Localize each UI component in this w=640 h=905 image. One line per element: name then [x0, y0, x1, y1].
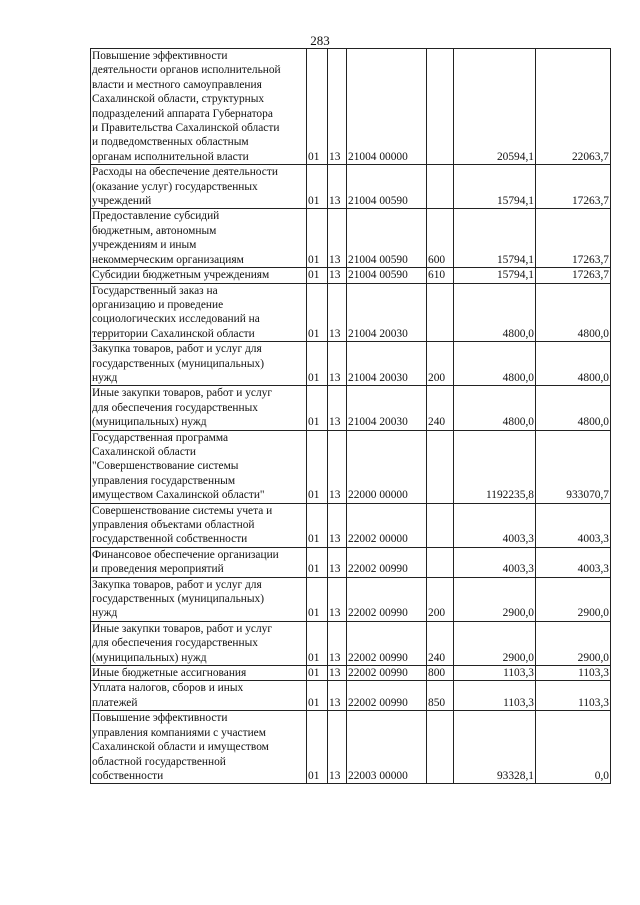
amount-year2-cell: 17263,7 — [536, 165, 611, 209]
item-name-line: Государственный заказ на — [92, 284, 218, 297]
section-code-cell: 01 — [307, 342, 328, 386]
item-name-line: областной государственной — [92, 755, 226, 768]
target-article-cell: 21004 00590 — [347, 268, 427, 283]
amount-year1-cell: 15794,1 — [454, 268, 536, 283]
expense-type-cell: 800 — [427, 666, 454, 681]
section-code-cell: 01 — [307, 547, 328, 577]
budget-table — [90, 48, 611, 784]
item-name-line: некоммерческим организациям — [92, 253, 244, 266]
subsection-code-cell: 13 — [328, 283, 347, 342]
table-row — [91, 165, 611, 209]
expense-type-cell — [427, 283, 454, 342]
amount-year1-cell: 4800,0 — [454, 283, 536, 342]
subsection-code-cell: 13 — [328, 386, 347, 430]
item-name-line: для обеспечения государственных — [92, 637, 258, 650]
item-name-line: Иные закупки товаров, работ и услуг — [92, 622, 273, 635]
expense-type-cell: 240 — [427, 386, 454, 430]
amount-year1-cell: 4003,3 — [454, 547, 536, 577]
section-code-cell: 01 — [307, 386, 328, 430]
amount-year2-cell: 2900,0 — [536, 621, 611, 665]
target-article-cell: 22002 00990 — [347, 681, 427, 711]
subsection-code-cell: 13 — [328, 711, 347, 784]
item-name-line: собственности — [92, 769, 164, 782]
target-article-cell: 21004 20030 — [347, 342, 427, 386]
expense-type-cell — [427, 165, 454, 209]
expense-type-cell: 200 — [427, 342, 454, 386]
item-name-cell — [91, 49, 307, 165]
table-row — [91, 681, 611, 711]
item-name-cell — [91, 283, 307, 342]
subsection-code-cell: 13 — [328, 547, 347, 577]
subsection-code-cell: 13 — [328, 681, 347, 711]
item-name-line: территории Сахалинской области — [92, 327, 255, 340]
table-row — [91, 547, 611, 577]
item-name-cell — [91, 342, 307, 386]
subsection-code-cell: 13 — [328, 621, 347, 665]
section-code-cell: 01 — [307, 711, 328, 784]
item-name-line: Субсидии бюджетным учреждениям — [92, 269, 270, 282]
item-name-line: платежей — [92, 696, 138, 709]
amount-year1-cell: 4003,3 — [454, 503, 536, 547]
amount-year2-cell: 2900,0 — [536, 577, 611, 621]
amount-year1-cell: 15794,1 — [454, 209, 536, 268]
amount-year2-cell: 4003,3 — [536, 503, 611, 547]
target-article-cell: 22000 00000 — [347, 430, 427, 503]
expense-type-cell: 610 — [427, 268, 454, 283]
subsection-code-cell: 13 — [328, 268, 347, 283]
item-name-line: органам исполнительной власти — [92, 150, 249, 163]
table-row — [91, 666, 611, 681]
table-row — [91, 711, 611, 784]
table-row — [91, 283, 611, 342]
target-article-cell: 22002 00990 — [347, 577, 427, 621]
item-name-line: (муниципальных) нужд — [92, 651, 207, 664]
target-article-cell: 22003 00000 — [347, 711, 427, 784]
amount-year1-cell: 1103,3 — [454, 666, 536, 681]
amount-year1-cell: 20594,1 — [454, 49, 536, 165]
section-code-cell: 01 — [307, 621, 328, 665]
expense-type-cell — [427, 711, 454, 784]
target-article-cell: 21004 00590 — [347, 165, 427, 209]
amount-year2-cell: 1103,3 — [536, 681, 611, 711]
amount-year1-cell: 93328,1 — [454, 711, 536, 784]
item-name-line: и Правительства Сахалинской области — [92, 122, 280, 135]
item-name-cell — [91, 386, 307, 430]
subsection-code-cell: 13 — [328, 49, 347, 165]
item-name-line: социологических исследований на — [92, 313, 260, 326]
item-name-cell — [91, 430, 307, 503]
section-code-cell: 01 — [307, 268, 328, 283]
expense-type-cell: 200 — [427, 577, 454, 621]
item-name-line: управления компаниями с участием — [92, 726, 266, 739]
item-name-line: Повышение эффективности — [92, 50, 228, 62]
item-name-cell — [91, 209, 307, 268]
target-article-cell: 22002 00000 — [347, 503, 427, 547]
item-name-line: Финансовое обеспечение организации — [92, 548, 279, 561]
expense-type-cell: 240 — [427, 621, 454, 665]
item-name-line: государственных (муниципальных) — [92, 593, 265, 606]
item-name-cell — [91, 547, 307, 577]
amount-year2-cell: 0,0 — [536, 711, 611, 784]
section-code-cell: 01 — [307, 577, 328, 621]
item-name-line: управления государственным — [92, 474, 236, 487]
item-name-cell — [91, 681, 307, 711]
amount-year2-cell: 17263,7 — [536, 209, 611, 268]
expense-type-cell — [427, 49, 454, 165]
table-row — [91, 621, 611, 665]
subsection-code-cell: 13 — [328, 342, 347, 386]
item-name-line: Иные бюджетные ассигнования — [92, 667, 247, 680]
table-row — [91, 577, 611, 621]
amount-year2-cell: 4800,0 — [536, 283, 611, 342]
amount-year2-cell: 1103,3 — [536, 666, 611, 681]
section-code-cell: 01 — [307, 503, 328, 547]
item-name-cell — [91, 711, 307, 784]
section-code-cell: 01 — [307, 209, 328, 268]
subsection-code-cell: 13 — [328, 666, 347, 681]
page-number: 283 — [310, 33, 330, 48]
item-name-cell — [91, 268, 307, 283]
amount-year2-cell: 933070,7 — [536, 430, 611, 503]
table-row — [91, 386, 611, 430]
subsection-code-cell: 13 — [328, 577, 347, 621]
item-name-line: для обеспечения государственных — [92, 401, 258, 414]
item-name-line: имуществом Сахалинской области" — [92, 489, 265, 502]
item-name-cell — [91, 577, 307, 621]
item-name-line: нужд — [92, 607, 118, 620]
expense-type-cell — [427, 503, 454, 547]
amount-year1-cell: 2900,0 — [454, 577, 536, 621]
section-code-cell: 01 — [307, 49, 328, 165]
item-name-line: организацию и проведение — [92, 298, 224, 311]
amount-year1-cell: 4800,0 — [454, 342, 536, 386]
amount-year2-cell: 17263,7 — [536, 268, 611, 283]
target-article-cell: 21004 20030 — [347, 386, 427, 430]
amount-year1-cell: 4800,0 — [454, 386, 536, 430]
item-name-line: "Совершенствование системы — [92, 460, 239, 473]
section-code-cell: 01 — [307, 666, 328, 681]
target-article-cell: 22002 00990 — [347, 621, 427, 665]
item-name-line: деятельности органов исполнительной — [92, 64, 281, 77]
section-code-cell: 01 — [307, 165, 328, 209]
section-code-cell: 01 — [307, 681, 328, 711]
target-article-cell: 21004 20030 — [347, 283, 427, 342]
item-name-line: Сахалинской области — [92, 445, 196, 458]
expense-type-cell: 850 — [427, 681, 454, 711]
subsection-code-cell: 13 — [328, 430, 347, 503]
item-name-line: учреждениям и иным — [92, 239, 197, 252]
amount-year2-cell: 4800,0 — [536, 342, 611, 386]
subsection-code-cell: 13 — [328, 165, 347, 209]
item-name-line: подразделений аппарата Губернатора — [92, 107, 273, 120]
item-name-cell — [91, 621, 307, 665]
item-name-line: Сахалинской области и имуществом — [92, 741, 269, 754]
item-name-line: власти и местного самоуправления — [92, 78, 262, 91]
expense-type-cell — [427, 547, 454, 577]
item-name-line: государственной собственности — [92, 533, 248, 546]
item-name-cell — [91, 666, 307, 681]
table-row — [91, 268, 611, 283]
expense-type-cell: 600 — [427, 209, 454, 268]
item-name-line: нужд — [92, 371, 118, 384]
table-row — [91, 503, 611, 547]
item-name-line: Закупка товаров, работ и услуг для — [92, 578, 262, 591]
item-name-line: Совершенствование системы учета и — [92, 504, 273, 517]
table-row — [91, 49, 611, 165]
target-article-cell: 22002 00990 — [347, 666, 427, 681]
item-name-line: учреждений — [92, 195, 152, 208]
target-article-cell: 22002 00990 — [347, 547, 427, 577]
item-name-line: Расходы на обеспечение деятельности — [92, 166, 278, 179]
item-name-line: Уплата налогов, сборов и иных — [92, 682, 244, 695]
item-name-line: государственных (муниципальных) — [92, 357, 265, 370]
expense-type-cell — [427, 430, 454, 503]
item-name-line: и проведения мероприятий — [92, 563, 224, 576]
item-name-line: и подведомственных областным — [92, 136, 249, 149]
item-name-line: Закупка товаров, работ и услуг для — [92, 343, 262, 356]
amount-year1-cell: 2900,0 — [454, 621, 536, 665]
target-article-cell: 21004 00000 — [347, 49, 427, 165]
item-name-line: Государственная программа — [92, 431, 229, 444]
budget-table-body — [91, 49, 611, 784]
amount-year1-cell: 15794,1 — [454, 165, 536, 209]
section-code-cell: 01 — [307, 430, 328, 503]
subsection-code-cell: 13 — [328, 209, 347, 268]
item-name-line: Сахалинской области, структурных — [92, 93, 265, 106]
item-name-line: Иные закупки товаров, работ и услуг — [92, 387, 273, 400]
amount-year1-cell: 1103,3 — [454, 681, 536, 711]
subsection-code-cell: 13 — [328, 503, 347, 547]
item-name-line: Повышение эффективности — [92, 712, 228, 725]
table-row — [91, 430, 611, 503]
item-name-line: (муниципальных) нужд — [92, 416, 207, 429]
amount-year2-cell: 22063,7 — [536, 49, 611, 165]
item-name-line: бюджетным, автономным — [92, 224, 217, 237]
amount-year2-cell: 4003,3 — [536, 547, 611, 577]
amount-year2-cell: 4800,0 — [536, 386, 611, 430]
table-row — [91, 209, 611, 268]
target-article-cell: 21004 00590 — [347, 209, 427, 268]
amount-year1-cell: 1192235,8 — [454, 430, 536, 503]
item-name-cell — [91, 165, 307, 209]
item-name-cell — [91, 503, 307, 547]
item-name-line: (оказание услуг) государственных — [92, 180, 258, 193]
section-code-cell: 01 — [307, 283, 328, 342]
item-name-line: Предоставление субсидий — [92, 210, 220, 223]
item-name-line: управления объектами областной — [92, 519, 255, 531]
table-row — [91, 342, 611, 386]
